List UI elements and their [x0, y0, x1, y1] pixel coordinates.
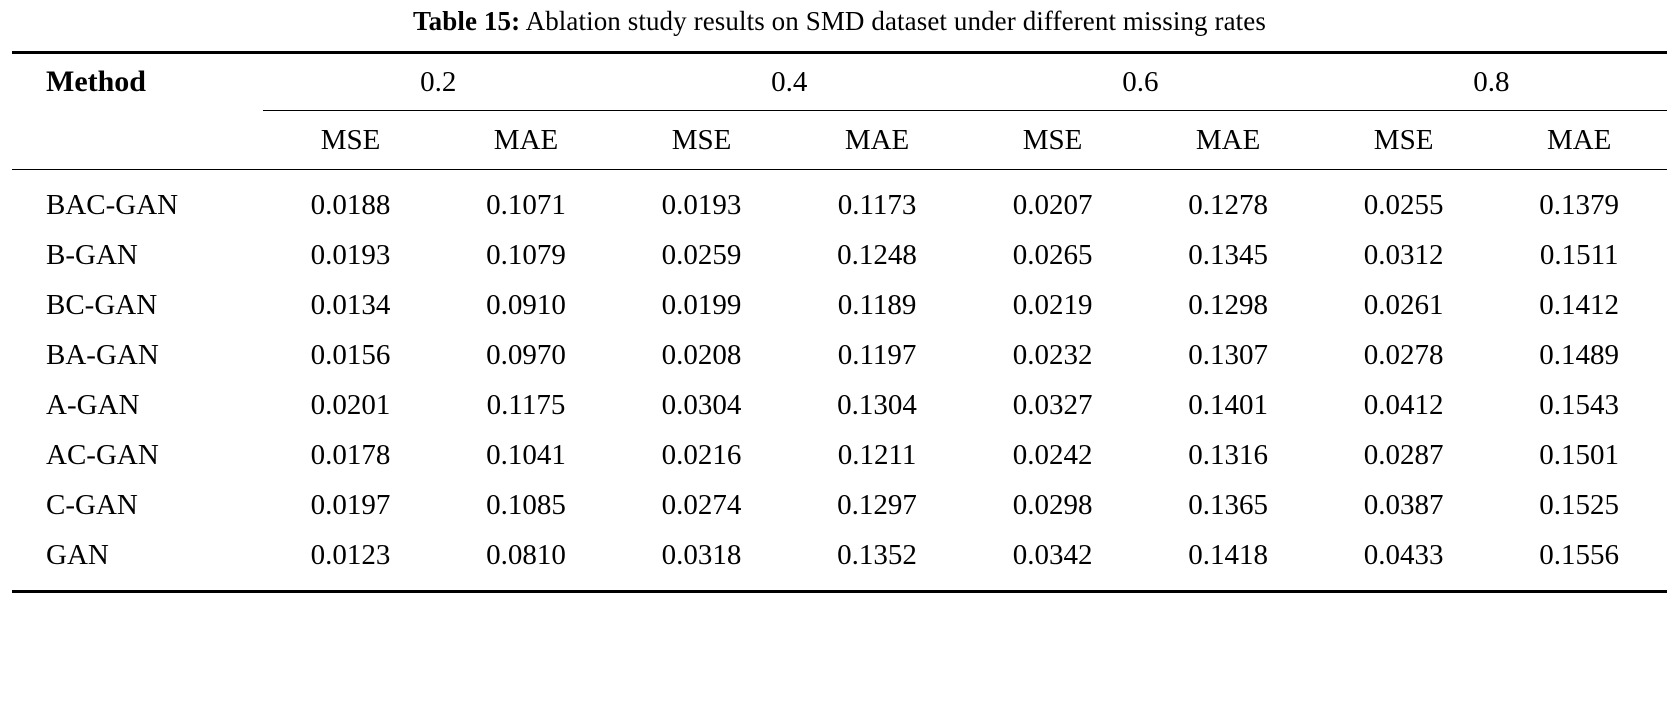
row-value: 0.1079 — [486, 238, 566, 271]
table-row — [12, 430, 1667, 480]
table-row — [12, 530, 1667, 580]
row-value: 0.1197 — [837, 338, 917, 371]
metric-header-3: MAE — [844, 123, 910, 156]
row-value: 0.0259 — [661, 238, 742, 271]
row-method: BA-GAN — [46, 338, 159, 371]
row-value: 0.1556 — [1539, 538, 1620, 571]
row-value: 0.0910 — [486, 288, 566, 321]
row-value: 0.0278 — [1363, 338, 1444, 371]
row-value: 0.1041 — [486, 438, 566, 471]
caption-text: Ablation study results on SMD dataset under different missing rates — [525, 6, 1266, 36]
table-row — [12, 480, 1667, 530]
table-bottom-rule — [12, 592, 1667, 594]
row-value: 0.1401 — [1188, 388, 1268, 421]
row-value: 0.1085 — [486, 488, 566, 521]
row-value: 0.0193 — [310, 238, 391, 271]
row-value: 0.0123 — [310, 538, 391, 571]
header-method: Method — [46, 65, 146, 99]
row-value: 0.1248 — [837, 238, 917, 271]
row-value: 0.0242 — [1012, 438, 1093, 471]
group-header-0: 0.2 — [263, 54, 614, 111]
row-method: BC-GAN — [46, 288, 158, 321]
metric-header-1: MAE — [493, 123, 559, 156]
row-value: 0.0134 — [310, 288, 391, 321]
results-table — [12, 51, 1667, 593]
row-value: 0.1352 — [837, 538, 917, 571]
metric-header-5: MAE — [1195, 123, 1261, 156]
row-value: 0.0193 — [661, 188, 742, 221]
row-value: 0.0810 — [486, 538, 566, 571]
metric-header-row — [12, 111, 1667, 170]
row-value: 0.0265 — [1012, 238, 1093, 271]
metric-header-0: MSE — [320, 123, 381, 156]
table-row — [12, 230, 1667, 280]
row-value: 0.0199 — [661, 288, 742, 321]
row-value: 0.0201 — [310, 388, 391, 421]
row-method: B-GAN — [46, 238, 138, 271]
row-method: A-GAN — [46, 388, 140, 421]
row-value: 0.1071 — [486, 188, 566, 221]
group-header-row — [12, 54, 1667, 111]
group-header-2: 0.6 — [965, 54, 1316, 111]
row-value: 0.0261 — [1363, 288, 1444, 321]
metric-header-7: MAE — [1546, 123, 1612, 156]
row-value: 0.1418 — [1188, 538, 1268, 571]
row-value: 0.1501 — [1539, 438, 1620, 471]
table-row — [12, 280, 1667, 330]
row-value: 0.1365 — [1188, 488, 1268, 521]
row-value: 0.0156 — [310, 338, 391, 371]
row-value: 0.0304 — [661, 388, 742, 421]
row-value: 0.1173 — [837, 188, 917, 221]
metric-header-spacer — [12, 111, 263, 170]
row-value: 0.1298 — [1188, 288, 1268, 321]
metric-header-4: MSE — [1022, 123, 1083, 156]
row-value: 0.1345 — [1188, 238, 1268, 271]
metric-header-2: MSE — [671, 123, 732, 156]
metric-header-6: MSE — [1373, 123, 1434, 156]
row-value: 0.1211 — [837, 438, 917, 471]
row-value: 0.0287 — [1363, 438, 1444, 471]
row-value: 0.0188 — [310, 188, 391, 221]
row-value: 0.0318 — [661, 538, 742, 571]
row-method: AC-GAN — [46, 438, 159, 471]
row-value: 0.1316 — [1188, 438, 1268, 471]
row-value: 0.0207 — [1012, 188, 1093, 221]
row-method: BAC-GAN — [46, 188, 179, 221]
row-value: 0.0412 — [1363, 388, 1444, 421]
group-header-3: 0.8 — [1316, 54, 1667, 111]
row-value: 0.0219 — [1012, 288, 1093, 321]
row-spacer-bottom — [12, 580, 1667, 592]
row-value: 0.1189 — [837, 288, 917, 321]
row-value: 0.1489 — [1539, 338, 1620, 371]
row-value: 0.0298 — [1012, 488, 1093, 521]
table-row — [12, 180, 1667, 230]
row-value: 0.0197 — [310, 488, 391, 521]
row-value: 0.0216 — [661, 438, 742, 471]
row-value: 0.1511 — [1539, 238, 1619, 271]
row-value: 0.0274 — [661, 488, 742, 521]
row-value: 0.1297 — [837, 488, 917, 521]
table-row — [12, 330, 1667, 380]
group-header-1: 0.4 — [614, 54, 965, 111]
row-value: 0.0387 — [1363, 488, 1444, 521]
row-spacer-top — [12, 170, 1667, 180]
row-value: 0.1379 — [1539, 188, 1620, 221]
row-value: 0.1412 — [1539, 288, 1620, 321]
table-caption — [0, 0, 1679, 51]
row-value: 0.0232 — [1012, 338, 1093, 371]
row-value: 0.0178 — [310, 438, 391, 471]
row-value: 0.1307 — [1188, 338, 1268, 371]
row-method: GAN — [46, 538, 109, 571]
table-row — [12, 380, 1667, 430]
row-value: 0.1278 — [1188, 188, 1268, 221]
row-value: 0.1543 — [1539, 388, 1620, 421]
row-value: 0.0970 — [486, 338, 566, 371]
row-value: 0.0433 — [1363, 538, 1444, 571]
row-value: 0.1525 — [1539, 488, 1620, 521]
row-value: 0.0342 — [1012, 538, 1093, 571]
caption-label: Table 15: — [413, 6, 521, 36]
row-value: 0.1304 — [837, 388, 917, 421]
row-method: C-GAN — [46, 488, 138, 521]
row-value: 0.0327 — [1012, 388, 1093, 421]
row-value: 0.0208 — [661, 338, 742, 371]
row-value: 0.0255 — [1363, 188, 1444, 221]
row-value: 0.1175 — [486, 388, 566, 421]
row-value: 0.0312 — [1363, 238, 1444, 271]
